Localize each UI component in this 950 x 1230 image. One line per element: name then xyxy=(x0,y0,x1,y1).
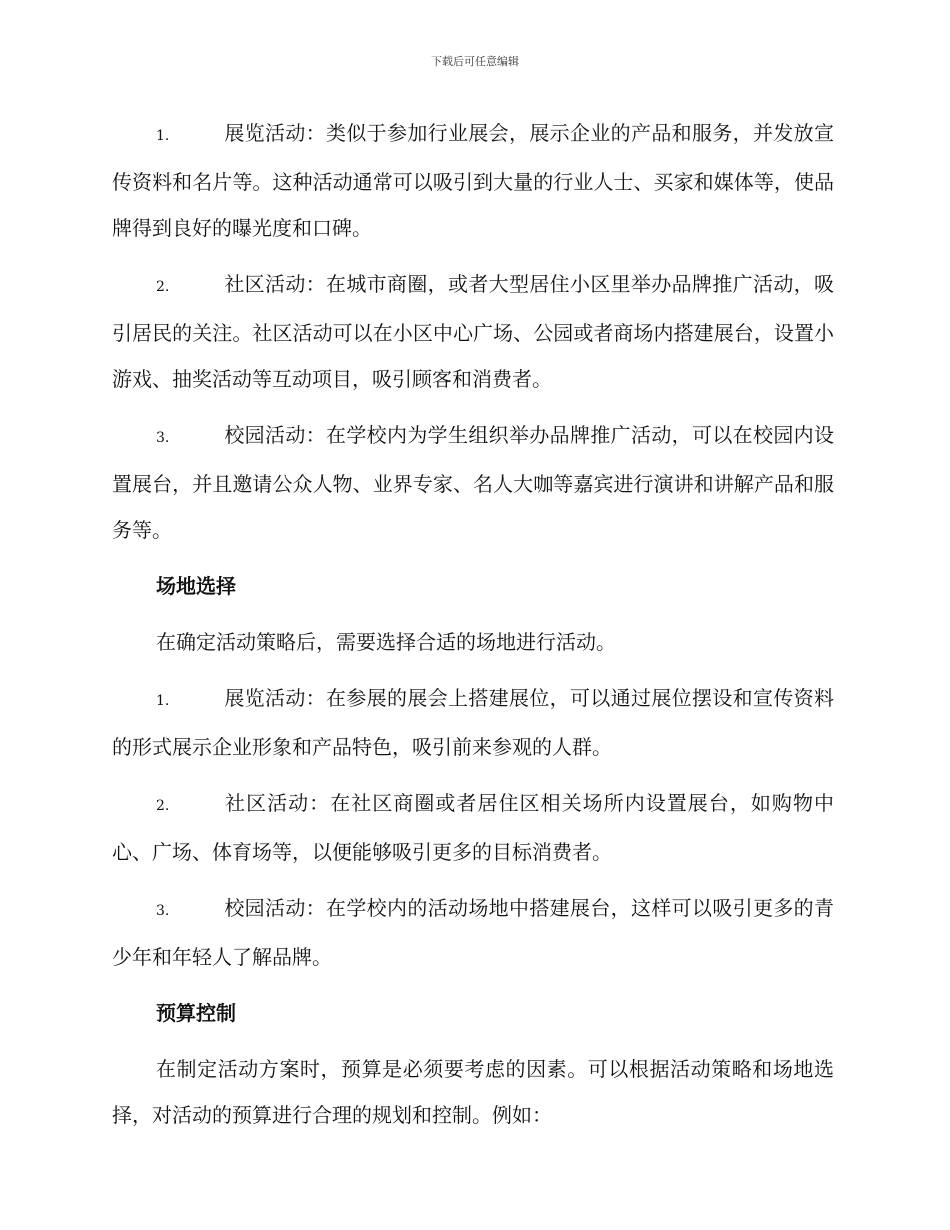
list-item-text: 校园活动：在学校内为学生组织举办品牌推广活动，可以在校园内设置展台，并且邀请公众人物、业界专家、名人大咖等嘉宾进行演讲和讲解产品和服务等。 xyxy=(112,423,834,542)
list-number: 3. xyxy=(156,430,170,446)
list-item-text: 校园活动：在学校内的活动场地中搭建展台，这样可以吸引更多的青少年和年轻人了解品牌。 xyxy=(112,896,834,969)
list-item xyxy=(112,261,834,402)
list-number: 1. xyxy=(156,128,170,144)
paragraph: 在制定活动方案时，预算是必须要考虑的因素。可以根据活动策略和场地选择，对活动的预算进行合理的规划和控制。例如： xyxy=(112,1057,834,1127)
paragraph: 在确定活动策略后，需要选择合适的场地进行活动。 xyxy=(156,630,616,654)
list-number: 2. xyxy=(156,279,170,295)
list-number: 1. xyxy=(156,693,170,709)
page-header: 下载后可任意编辑 xyxy=(431,55,519,68)
section-heading: 场地选择 xyxy=(156,574,236,598)
list-item xyxy=(112,110,834,251)
list-item-text: 社区活动：在社区商圈或者居住区相关场所内设置展台，如购物中心、广场、体育场等，以便能够吸引更多的目标消费者。 xyxy=(112,791,834,864)
section-heading: 预算控制 xyxy=(156,1001,236,1025)
list-item-text: 展览活动：在参展的展会上搭建展位，可以通过展位摆设和宣传资料的形式展示企业形象和产品特色，吸引前来参观的人群。 xyxy=(112,686,834,759)
list-item-text: 社区活动：在城市商圈，或者大型居住小区里举办品牌推广活动，吸引居民的关注。社区活动可以在小区中心广场、公园或者商场内搭建展台，设置小游戏、抽奖活动等互动项目，吸引顾客和消费者。 xyxy=(112,272,834,391)
list-item xyxy=(112,885,834,980)
list-item xyxy=(112,780,834,875)
document-body xyxy=(112,110,834,1148)
list-number: 3. xyxy=(156,903,170,919)
list-item xyxy=(112,412,834,553)
list-item-text: 展览活动：类似于参加行业展会，展示企业的产品和服务，并发放宣传资料和名片等。这种活动通常可以吸引到大量的行业人士、买家和媒体等，使品牌得到良好的曝光度和口碑。 xyxy=(112,121,834,240)
list-number: 2. xyxy=(156,798,170,814)
list-item xyxy=(112,675,834,770)
